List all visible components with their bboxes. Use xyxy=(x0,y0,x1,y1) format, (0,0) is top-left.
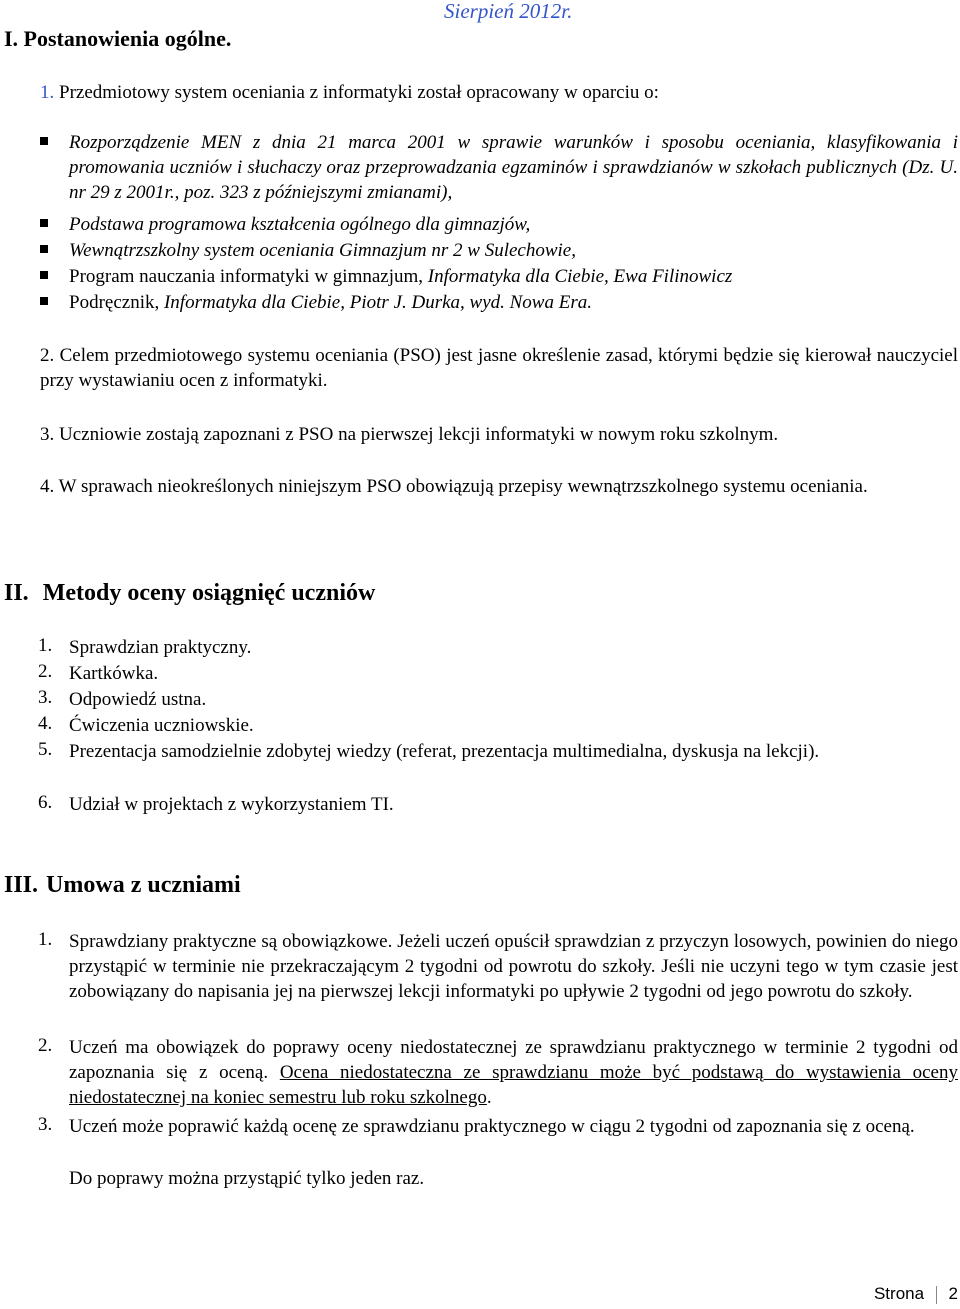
textbook-title: Informatyka dla Ciebie, Piotr J. Durka, wyd. Nowa Era. xyxy=(163,292,592,313)
section-2-number: II. xyxy=(4,580,29,606)
section-3-heading xyxy=(4,872,241,899)
list-item-number: 1. xyxy=(38,929,53,950)
list-item-text-end: . xyxy=(486,1087,492,1108)
underlined-text: Ocena niedostateczna ze sprawdzianu może być podstawą do wystawienia oceny niedostatecznej na koniec semestru lub roku szkolnego xyxy=(69,1062,958,1108)
list-item-number: 1. xyxy=(38,635,53,656)
page-number: 2 xyxy=(948,1284,958,1303)
list-item-number: 5. xyxy=(38,739,53,760)
list-item-number: 3. xyxy=(38,687,53,708)
list-item: Kartkówka. xyxy=(69,663,159,684)
list-item: Sprawdziany praktyczne są obowiązkowe. Jeżeli uczeń opuścił sprawdzian z przyczyn losowych, powinien do niego przystąpić w terminie nie przekraczającym 2 tygodni od powrotu do szkoły. Jeśli nie uczyni tego w tym czasie jest zobowiązany do napisania jej na pierwszej lekcji informatyki po upływie 2 tygodni od jego powrotu do szkoły. xyxy=(69,931,958,1002)
list-item-number: 4. xyxy=(38,713,53,734)
list-item: Ćwiczenia uczniowskie. xyxy=(69,715,254,736)
textbook-label: Podręcznik, xyxy=(69,292,164,313)
bullet-icon xyxy=(40,245,48,253)
footer-divider xyxy=(936,1286,937,1304)
list-item xyxy=(69,1035,958,1110)
bullet-item-program xyxy=(69,264,732,289)
section-2-title: Metody oceny osiągnięć uczniów xyxy=(42,580,376,606)
list-item: Udział w projektach z wykorzystaniem TI. xyxy=(69,794,394,815)
methods-list xyxy=(0,635,960,825)
bullet-item-internal-system: Wewnątrzszkolny system oceniania Gimnazjum nr 2 w Sulechowie, xyxy=(69,240,576,261)
section-1-title: I. Postanowienia ogólne. xyxy=(4,26,232,51)
bullet-icon xyxy=(40,219,48,227)
list-item-number: 3. xyxy=(38,1114,53,1135)
page-label: Strona xyxy=(873,1284,925,1303)
page-footer xyxy=(874,1284,958,1304)
section-3-title: Umowa z uczniami xyxy=(46,872,241,898)
list-item: Sprawdzian praktyczny. xyxy=(69,637,252,658)
document-date: Sierpień 2012r. xyxy=(444,0,573,23)
bullet-icon xyxy=(40,297,48,305)
section-1-item-2: 2. Celem przedmiotowego systemu oceniania (PSO) jest jasne określenie zasad, którymi będzie się kierował nauczyciel przy wystawianiu ocen z informatyki. xyxy=(40,345,958,391)
bullet-item-regulation: Rozporządzenie MEN z dnia 21 marca 2001 w sprawie warunków i sposobu oceniania, klasyfikowania i promowania uczniów i słuchaczy oraz przeprowadzania egzaminów i sprawdzianów w szkołach publicznych (Dz. U. nr 29 z 2001r., poz. 323 z późniejszymi zmianami), xyxy=(69,132,958,203)
list-item-number: 2. xyxy=(38,661,53,682)
bullet-item-textbook xyxy=(69,290,592,315)
item-number: 1. xyxy=(40,82,55,103)
bullet-item-core-curriculum: Podstawa programowa kształcenia ogólnego dla gimnazjów, xyxy=(69,214,531,235)
section-1-item-1 xyxy=(40,80,659,105)
section-3-number: III. xyxy=(4,872,39,898)
item-text: Przedmiotowy system oceniania z informatyki został opracowany w oparciu o: xyxy=(59,82,659,103)
bullet-icon xyxy=(40,271,48,279)
list-item-number: 2. xyxy=(38,1035,53,1056)
program-title: Informatyka dla Ciebie, Ewa Filinowicz xyxy=(427,266,733,287)
agreement-list xyxy=(0,929,960,1169)
list-item: Odpowiedź ustna. xyxy=(69,689,207,710)
list-item: Uczeń może poprawić każdą ocenę ze sprawdzianu praktycznego w ciągu 2 tygodni od zapoznania się z oceną. xyxy=(69,1116,915,1137)
section-2-heading xyxy=(4,580,375,607)
list-item: Prezentacja samodzielnie zdobytej wiedzy (referat, prezentacja multimedialna, dyskusja na lekcji). xyxy=(69,741,820,762)
list-item-text: Uczeń ma obowiązek do poprawy oceny niedostatecznej ze sprawdzianu praktycznego w terminie 2 tygodni od zapoznania się z oceną. xyxy=(69,1037,958,1083)
retake-note: Do poprawy można przystąpić tylko jeden raz. xyxy=(69,1168,425,1189)
bullet-icon xyxy=(40,137,48,145)
section-1-item-4: 4. W sprawach nieokreślonych niniejszym PSO obowiązują przepisy wewnątrzszkolnego systemu oceniania. xyxy=(40,476,868,497)
list-item-number: 6. xyxy=(38,792,53,813)
section-1-item-3: 3. Uczniowie zostają zapoznani z PSO na pierwszej lekcji informatyki w nowym roku szkolnym. xyxy=(40,424,779,445)
program-label: Program nauczania informatyki w gimnazjum, xyxy=(69,266,428,287)
